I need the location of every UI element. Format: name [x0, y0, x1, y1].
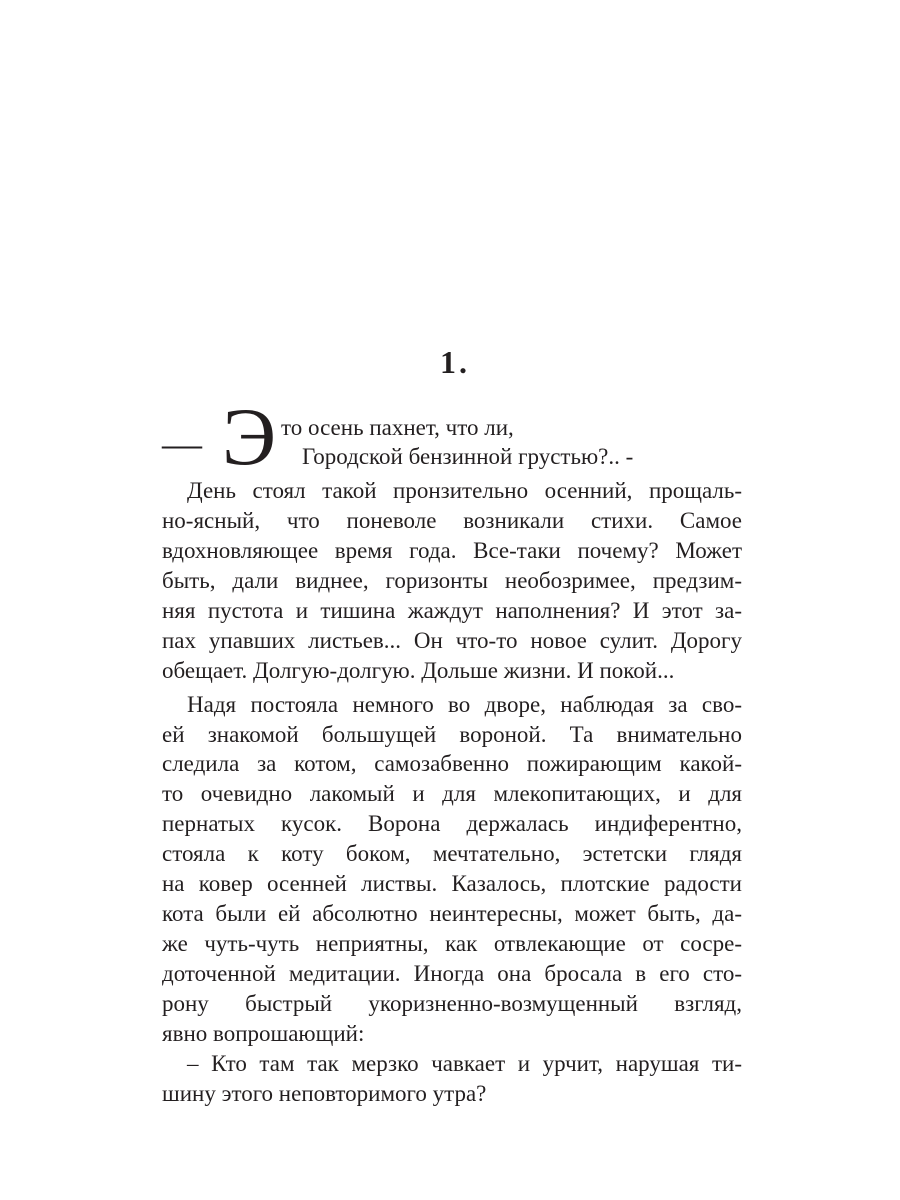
drop-cap: Э	[222, 391, 277, 482]
text-line: рону быстрый укоризненно-возмущенный взгляд,	[162, 990, 742, 1016]
text-line: няя пустота и тишина жаждут наполнения? И этот за-	[162, 597, 742, 623]
body-text	[162, 476, 742, 1109]
epigraph-line-2: Городской бензинной грустью?.. -	[302, 444, 634, 469]
text-line: кота были ей абсолютно неинтересны, может быть, да-	[162, 901, 742, 927]
text-line: стояла к коту боком, мечтательно, эстетски глядя	[162, 841, 742, 867]
paragraph-2	[162, 690, 742, 1049]
chapter-number: 1.	[440, 344, 470, 380]
text-line: ей знакомой большущей вороной. Та внимательно	[162, 721, 742, 747]
text-line: пах упавших листьев... Он что-то новое сулит. Дорогу	[162, 627, 742, 653]
text-line: же чуть-чуть неприятны, как отвлекающие от сосре-	[162, 931, 742, 957]
text-line: шину этого неповторимого утра?	[162, 1080, 487, 1106]
text-line: то очевидно лакомый и для млекопитающих, и для	[162, 781, 742, 807]
text-line: следила за котом, самозабвенно пожирающим какой-	[162, 751, 742, 777]
text-line: Надя постояла немного во дворе, наблюдая за сво-	[187, 691, 742, 717]
paragraph-1	[162, 476, 742, 686]
text-line: – Кто там так мерзко чавкает и урчит, нарушая ти-	[187, 1050, 742, 1076]
text-line: на ковер осенней листвы. Казалось, плотские радости	[162, 871, 742, 897]
text-line: пернатых кусок. Ворона держалась индиферентно,	[162, 811, 742, 837]
epigraph-dash: —	[162, 421, 202, 466]
text-line: быть, дали виднее, горизонты необозримее, предзим-	[162, 567, 742, 593]
epigraph-line-1: то осень пахнет, что ли,	[281, 415, 514, 440]
text-line: День стоял такой пронзительно осенний, прощаль-	[187, 478, 742, 503]
text-line: явно вопрошающий:	[162, 1020, 365, 1046]
text-line: но-ясный, что поневоле возникали стихи. Самое	[162, 507, 742, 533]
text-line: вдохновляющее время года. Все-таки почему? Может	[162, 537, 742, 563]
text-line: обещает. Долгую-долгую. Дольше жизни. И покой...	[162, 657, 675, 683]
paragraph-3-dialogue	[162, 1049, 742, 1109]
text-line: доточенной медитации. Иногда она бросала в его сто-	[162, 961, 742, 986]
